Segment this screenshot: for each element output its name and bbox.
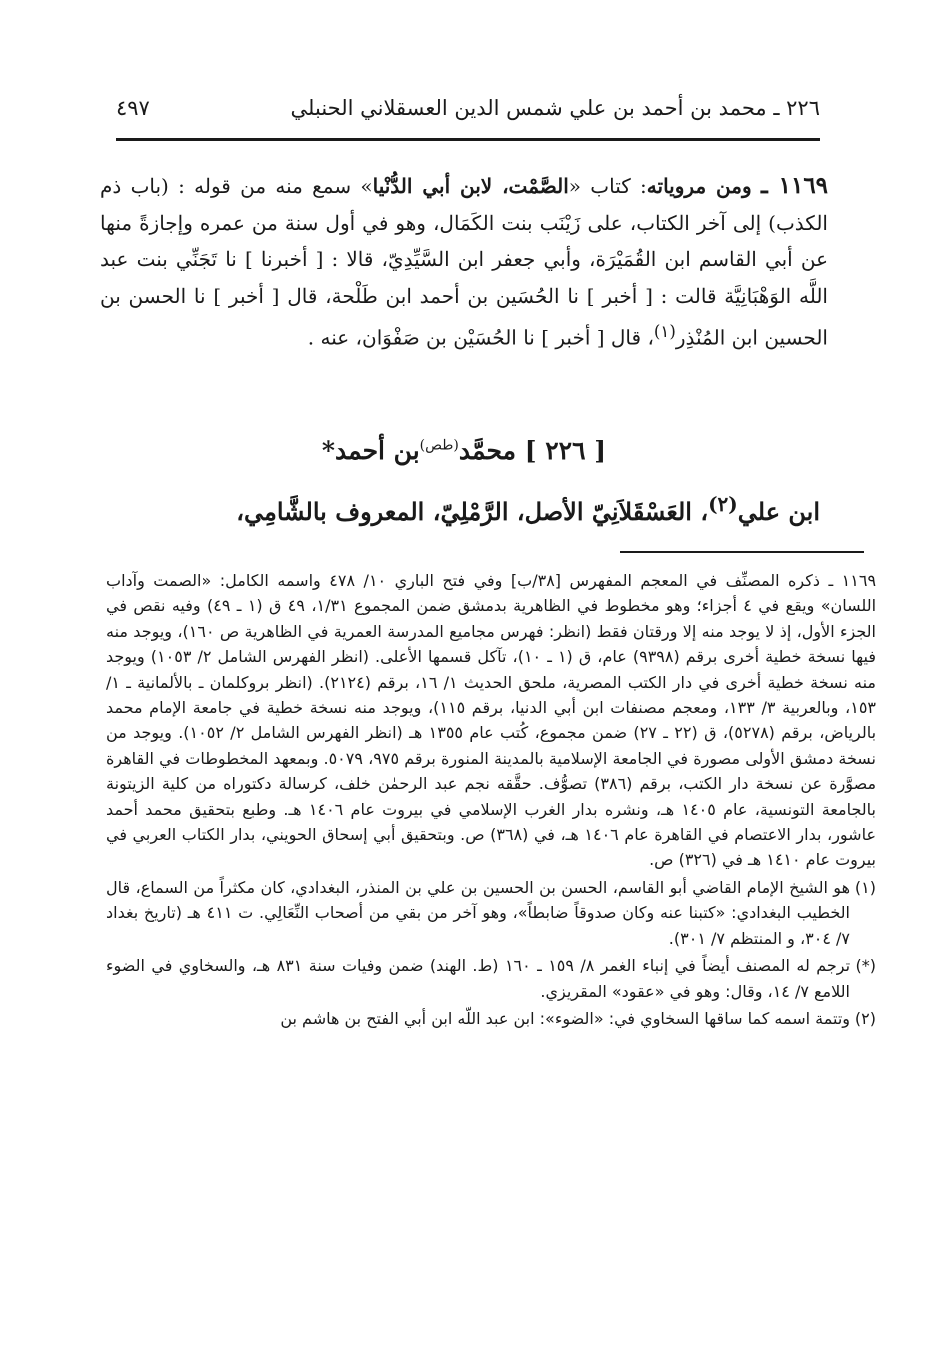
running-header-title: ٢٢٦ ـ محمد بن أحمد بن علي شمس الدين العسقلاني الحنبلي: [290, 96, 820, 120]
heading-symbol: (طص): [419, 437, 459, 454]
running-header: [116, 88, 820, 128]
footnote-text: ترجم له المصنف أيضاً في إنباء الغمر ٨/ ١٥٩ ـ ١٦٠ (ط. الهند) ضمن وفيات سنة ٨٣١ هـ، والسخاوي في الضوء اللامع ٧/ ١٤، وقال: وهو في «عقود» المقريزي.: [106, 956, 851, 1001]
entry-text-2: » سمع منه من قوله : (باب ذم الكذب) إلى آخر الكتاب، على زَيْنَب بنت الكَمَال، وهو في أول سنة من عمره وإجازةً منها عن أبي القاسم ابن القُمَيْرَة، وأبي جعفر ابن السَّيِّدِيّ، قالا : [ أخبرنا ] نا تَجَنِّي بنت عبد اللَّه الوَهْبَانِيَّة قالت : [ أخبر ] نا الحُسَين بن أحمد ابن طَلْحة، قال [ أخبر ] نا الحسن بن الحسين ابن المُنْذِر: [100, 174, 828, 351]
footnote-text: هو الشيخ الإمام القاضي أبو القاسم، الحسن بن الحسين بن علي بن المنذر، البغدادي، كان مكثراً من السماع، قال الخطيب البغدادي: «كتبنا عنه وكان صدوقاً ضابطاً»، وهو آخر من بقي من أصحاب النِّعَالِي. ت ٤١١ هـ (تاريخ بغداد ٧/ ٣٠٤، و المنتظم ٧/ ٣٠١).: [106, 877, 850, 948]
heading-open: [ ٢٢٦ ] محمَّد: [458, 436, 607, 465]
footnote-mark: (١): [854, 877, 876, 897]
footnote-item: [106, 568, 876, 873]
entry-text-3: ، قال [ أخبر ] نا الحُسَيْن بن صَفْوَان، عنه .: [307, 326, 654, 351]
footnotes: [106, 568, 876, 1033]
footnote-text: ١١٦٩ ـ ذكره المصنِّف في المعجم المفهرس [٣٨/ب] وفي فتح الباري ١٠/ ٤٧٨ واسمه الكامل: «الصمت وآداب اللسان» ويقع في ٤ أجزاء؛ وهو مخطوط في الظاهرية بدمشق ضمن المجموع ١/٣١، ٤٩ ق (١ ـ ٤٩) وفيه نقص في الجزء الأول، إذ لا يوجد منه إلا ورقتان فقط (انظر: فهرس مجاميع المدرسة العمرية في الظاهرية ص ١٦٠)، ويوجد منه فيها نسخة خطية أخرى برقم (٩٣٩٨) عام، ق (١ ـ ١٠)، تآكل قسمها الأعلى. (انظر الفهرس الشامل ٢/ ١٠٥٣) ويوجد منه نسخة خطية أخرى في دار الكتب المصرية، ملحق الحديث ١/ ١٦، برقم (٢١٢٤). (انظر بروكلمان ـ بالألمانية ـ ١/ ١٥٣، وبالعربية ٣/ ١٣٣، ومعجم مصنفات ابن أبي الدنيا، برقم ١١٥)، ويوجد منه نسخة خطية في جامعة الإمام محمد بالرياض، برقم (٥٢٧٨)، ق (٢٢ ـ ٢٧) ضمن مجموع، كُتب عام ١٣٥٥ هـ (انظر الفهرس الشامل ٢/ ١٠٥٢). ويوجد من نسخة دمشق الأولى مصورة في الجامعة الإسلامية بالمدينة المنورة برقم ٩٧٥، ٥٠٧٩. وبمعهد المخطوطات في القاهرة مصوَّرة عن نسخة دار الكتب، برقم (٣٨٦) تصوُّف. حقَّقه نجم عبد الرحمٰن خلف، كرسالة دكتوراه من كلية الزيتونة بالجامعة التونسية، عام ١٤٠٥ هـ، ونشره بدار الغرب الإسلامي في بيروت عام ١٤٠٦ هـ. وطبع بتحقيق محمد أحمد عاشور، بدار الاعتصام في القاهرة عام ١٤٠٦ هـ، في (٣٦٨) ص. وبتحقيق أبي إسحاق الحويني، بدار الكتاب العربي في بيروت عام ١٤١٠ هـ في (٣٢٦) ص.: [106, 571, 877, 870]
entry-text-1: : كتاب «: [568, 174, 647, 198]
name-rest: ، العَسْقَلاَنِيّ الأصل، الرَّمْلِيّ، المعروف بالشَّامِي،: [236, 497, 709, 526]
footnote-item: [106, 875, 876, 951]
entry-lead: ومن مروياته: [646, 174, 752, 198]
book-title: الصَّمْت، لابن أبي الدُّنْيا: [372, 174, 569, 198]
page-number: ٤٩٧: [116, 96, 150, 120]
entry-paragraph: [100, 168, 828, 357]
biography-heading: [100, 436, 828, 465]
heading-close: بن أحمد*: [321, 436, 420, 465]
entry-number: ١١٦٩ ـ: [760, 172, 829, 199]
footnote-mark: (٢): [854, 1008, 876, 1028]
biography-name-line: [100, 492, 820, 526]
footnote-text: وتتمة اسمه كما ساقها السخاوي في: «الضوء»: ابن عبد اللّه ابن أبي الفتح بن هاشم بن: [280, 1008, 850, 1028]
footnote-mark: (*): [855, 956, 876, 976]
header-rule: [116, 138, 820, 141]
name-start: ابن علي: [737, 497, 820, 526]
footnote-item: [106, 953, 876, 1004]
main-text: [100, 168, 828, 357]
footnote-rule: [620, 551, 864, 553]
footnote-ref-2[interactable]: (٢): [708, 492, 738, 516]
footnote-ref-1[interactable]: (١): [653, 322, 676, 342]
footnote-item: [106, 1006, 876, 1031]
